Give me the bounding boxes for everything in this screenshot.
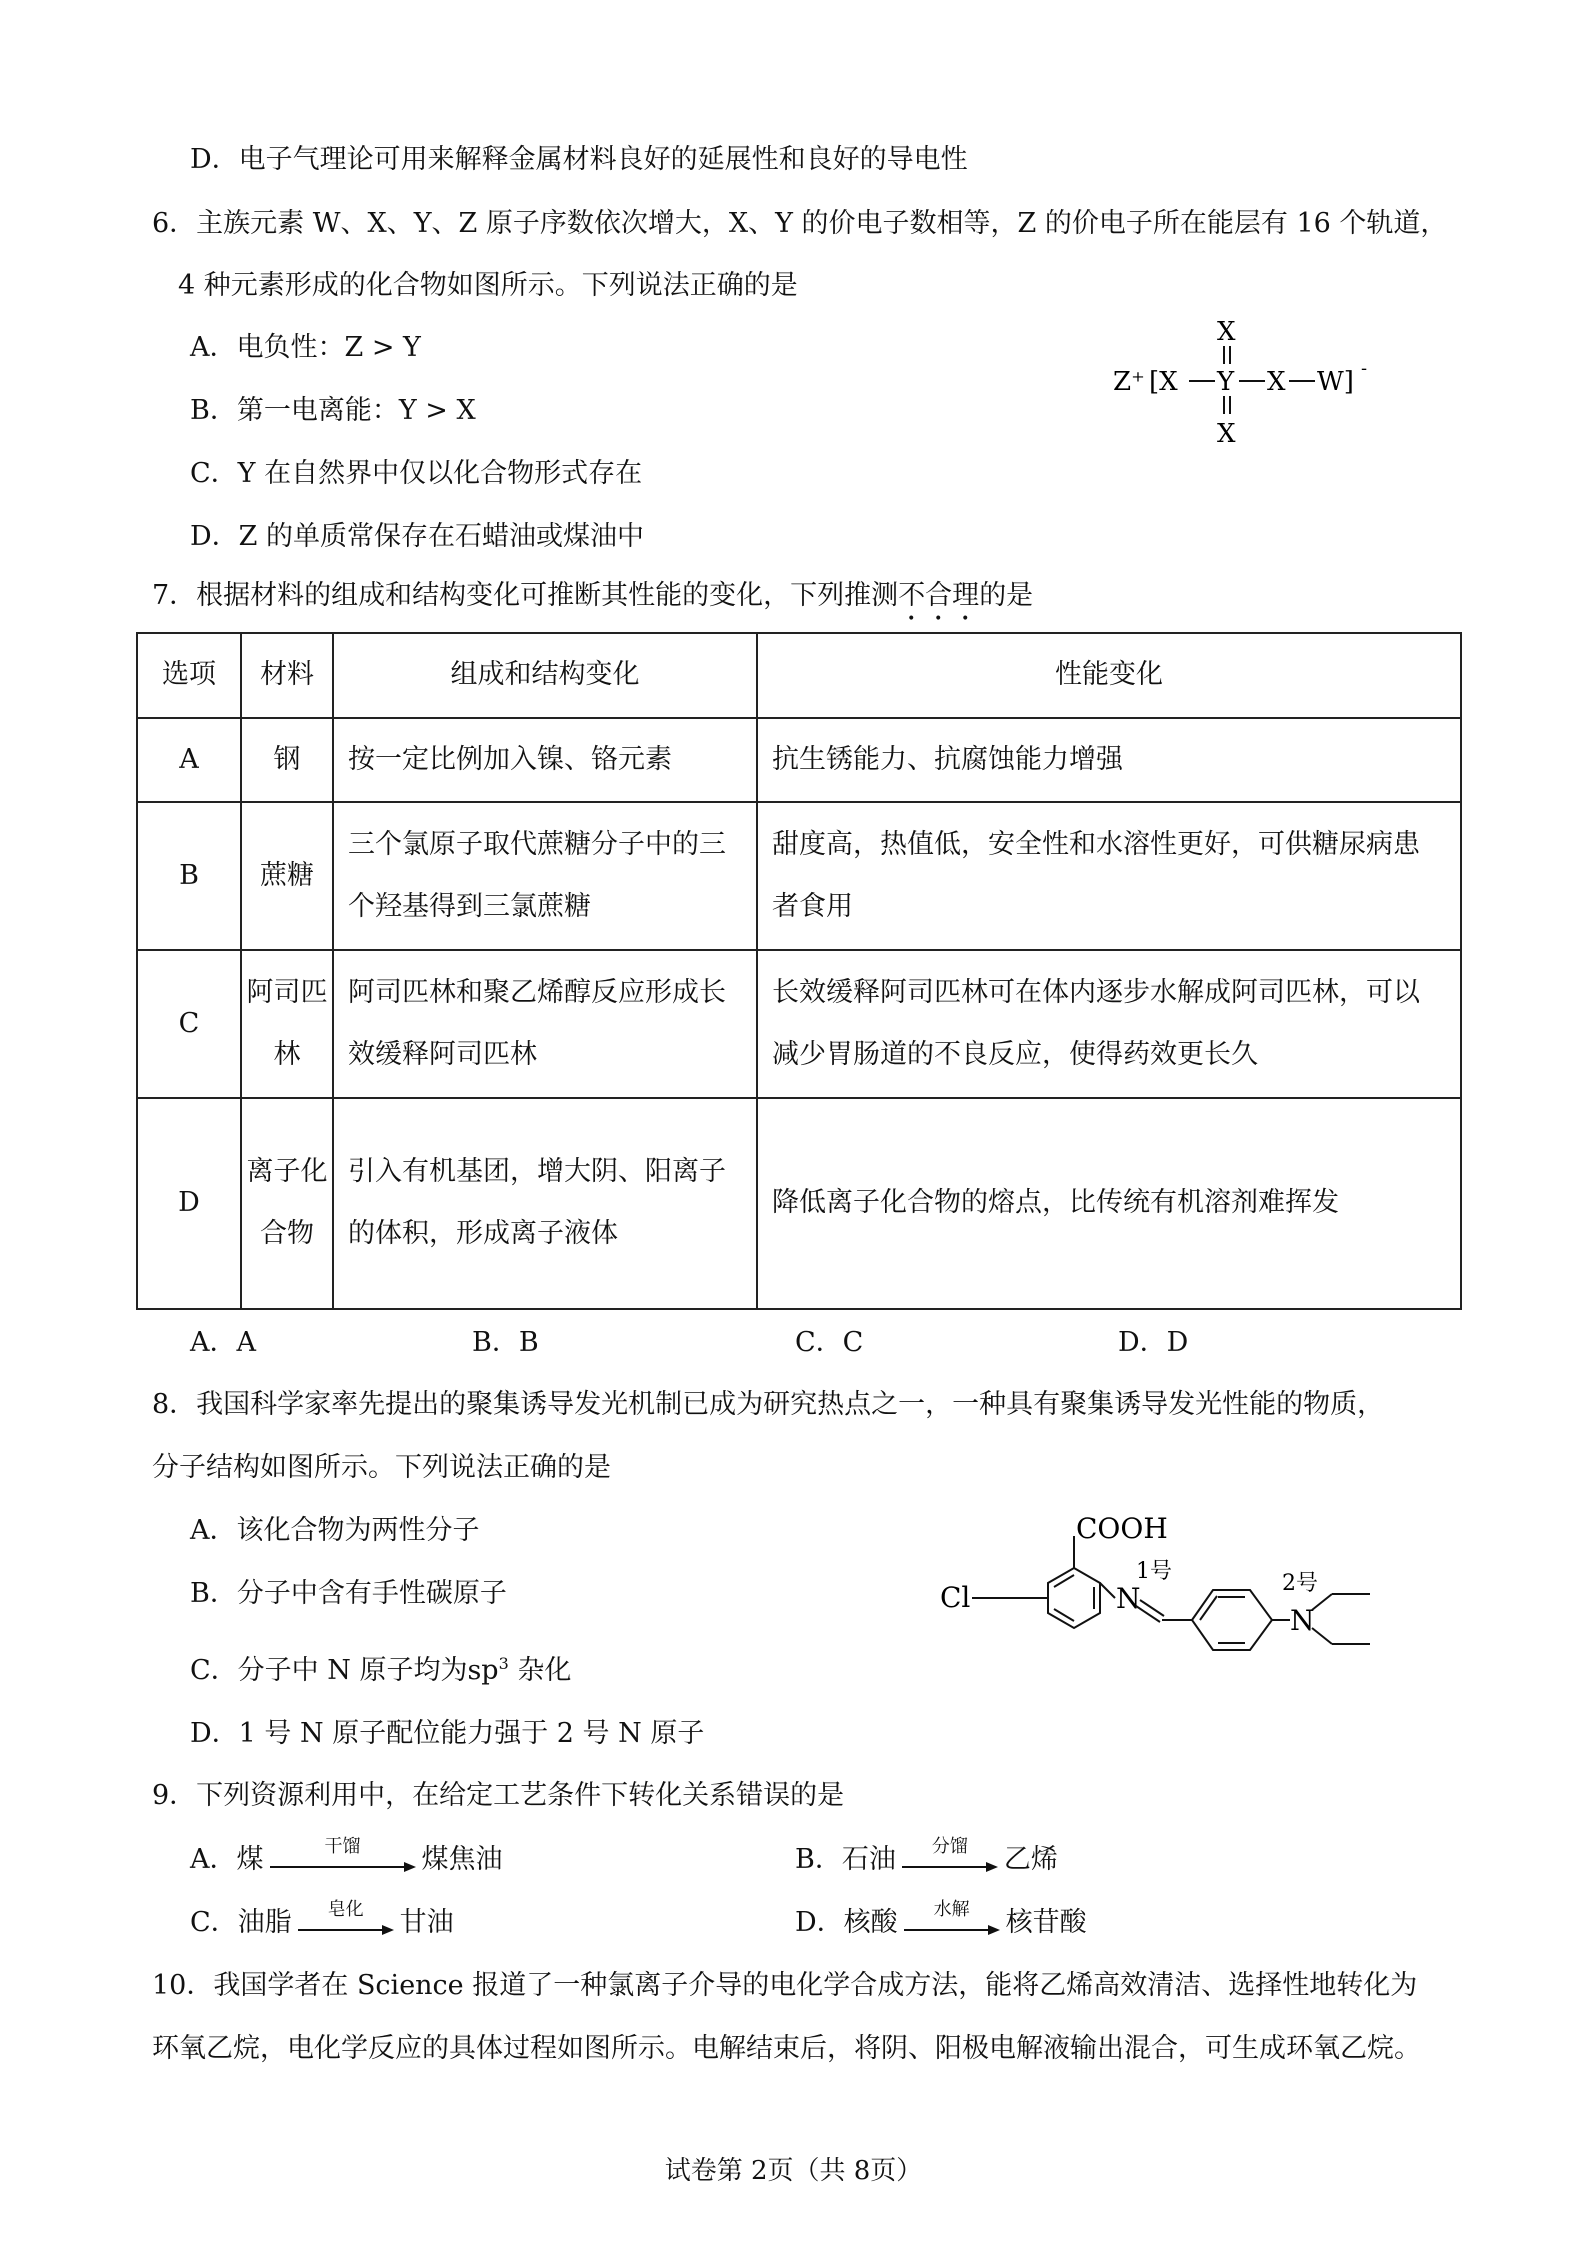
q6-x-right: X: [1267, 367, 1286, 397]
q6-charge: -: [1361, 358, 1368, 379]
q6-x-bottom: X: [1217, 419, 1236, 448]
q10-stem-line2: 环氧乙烷，电化学反应的具体过程如图所示。电解结束后，将阴、阳极电解液输出混合，可生成环氧乙烷。: [152, 2033, 1421, 2064]
q6-w: W]: [1317, 367, 1354, 397]
q7-stem: 7．根据材料的组成和结构变化可推断其性能的变化，下列推测不合理的是: [152, 580, 1034, 611]
table-row: D 离子化合物 引入有机基团，增大阴、阳离子的体积，形成离子液体 降低离子化合物的熔点，比传统有机溶剂难挥发: [137, 1098, 1461, 1309]
q8-n1: N: [1116, 1582, 1141, 1615]
q9-option-a: A．煤 干馏 煤焦油: [190, 1835, 503, 1875]
header-property: 性能变化: [757, 633, 1461, 718]
q8-molecule-diagram: [930, 1510, 1380, 1700]
q8-cl: Cl: [940, 1581, 971, 1614]
q6-x-top: X: [1217, 318, 1236, 347]
q6-structure-diagram: [1105, 318, 1385, 448]
q8-option-d: D．1 号 N 原子配位能力强于 2 号 N 原子: [190, 1718, 705, 1749]
q9-option-b: B．石油 分馏 乙烯: [795, 1835, 1058, 1875]
table-row: B 蔗糖 三个氯原子取代蔗糖分子中的三个羟基得到三氯蔗糖 甜度高，热值低，安全性和水溶性更好，可供糖尿病患者食用: [137, 802, 1461, 950]
q6-x-left: [X: [1149, 367, 1178, 397]
table-header-row: [137, 633, 1461, 718]
q6-stem-line1: 6．主族元素 W、X、Y、Z 原子序数依次增大，X、Y 的价电子数相等，Z 的价电子所在能层有 16 个轨道，: [152, 208, 1448, 239]
q8-n1-label: 1号: [1136, 1559, 1172, 1584]
header-material: 材料: [241, 633, 333, 718]
table-row: A 钢 按一定比例加入镍、铬元素 抗生锈能力、抗腐蚀能力增强: [137, 718, 1461, 803]
q10-stem-line1: 10．我国学者在 Science 报道了一种氯离子介导的电化学合成方法，能将乙烯高效清洁、选择性地转化为: [152, 1970, 1418, 2001]
q7-answer-d: D．D: [1118, 1327, 1189, 1358]
q8-n2: N: [1290, 1604, 1315, 1637]
q7-answer-b: B．B: [472, 1327, 539, 1358]
q6-stem-line2: 4 种元素形成的化合物如图所示。下列说法正确的是: [178, 270, 798, 301]
q9-stem: 9．下列资源利用中，在给定工艺条件下转化关系错误的是: [152, 1780, 845, 1811]
q7-table: [136, 632, 1462, 1310]
table-row: C 阿司匹林 阿司匹林和聚乙烯醇反应形成长效缓释阿司匹林 长效缓释阿司匹林可在体内逐步水解成阿司匹林，可以减少胃肠道的不良反应，使得药效更长久: [137, 950, 1461, 1098]
q9-option-c: C．油脂 皂化 甘油: [190, 1898, 454, 1938]
q6-y-center: Y: [1217, 367, 1235, 397]
q6-option-c: C．Y 在自然界中仅以化合物形式存在: [190, 458, 643, 489]
q7-answer-c: C．C: [795, 1327, 864, 1358]
q9-option-d: D．核酸 水解 核苷酸: [795, 1898, 1087, 1938]
header-change: 组成和结构变化: [333, 633, 757, 718]
q8-option-a: A．该化合物为两性分子: [190, 1515, 480, 1546]
q8-option-b: B．分子中含有手性碳原子: [190, 1578, 507, 1609]
q6-option-b: B．第一电离能：Y > X: [190, 395, 476, 426]
q8-cooh: COOH: [1076, 1512, 1168, 1545]
q8-n2-label: 2号: [1282, 1571, 1318, 1596]
q5-option-d: D．电子气理论可用来解释金属材料良好的延展性和良好的导电性: [190, 144, 968, 175]
q8-option-c: C．分子中 N 原子均为$sp^3$ 杂化: [190, 1654, 572, 1686]
header-option: 选项: [137, 633, 241, 718]
q7-answer-a: A．A: [190, 1327, 256, 1358]
q6-cation: Z⁺: [1113, 367, 1145, 397]
page-footer: 试卷第 2页（共 8页）: [664, 2156, 923, 2186]
q6-option-a: A．电负性：Z > Y: [190, 332, 421, 363]
q8-stem-line1: 8．我国科学家率先提出的聚集诱导发光机制已成为研究热点之一，一种具有聚集诱导发光性能的物质，: [152, 1389, 1385, 1420]
q7-emphasis: 不合理: [898, 580, 980, 611]
q8-stem-line2: 分子结构如图所示。下列说法正确的是: [152, 1452, 611, 1483]
q6-option-d: D．Z 的单质常保存在石蜡油或煤油中: [190, 521, 644, 552]
